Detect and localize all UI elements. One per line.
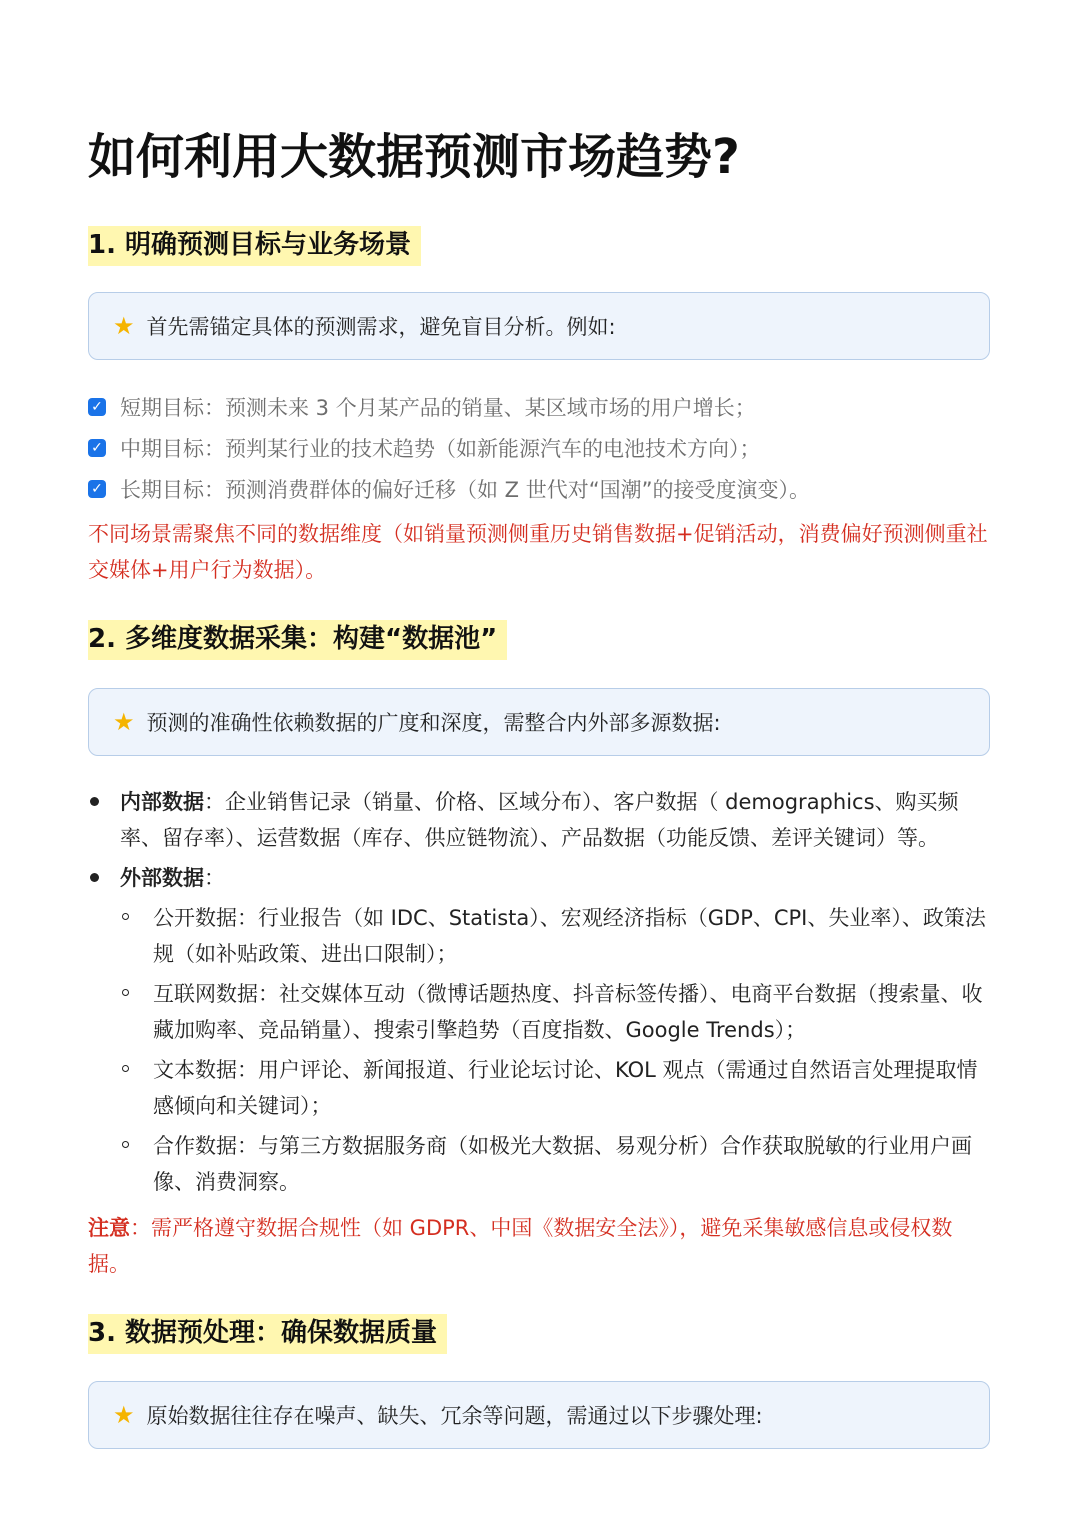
section-3-callout [88, 1381, 990, 1449]
page-title: 如何利用大数据预测市场趋势? [88, 129, 740, 185]
sub-item-text: 公开数据：行业报告（如 IDC、Statista）、宏观经济指标（GDP、CPI、失业率）、政策法规（如补贴政策、进出口限制）； [153, 906, 986, 966]
sub-list-item [120, 1052, 990, 1124]
bullet-ring-icon [122, 1065, 129, 1072]
bullet-dot-icon [90, 797, 99, 806]
sub-list-item [120, 976, 990, 1048]
callout-text: 原始数据往往存在噪声、缺失、冗余等问题，需通过以下步骤处理: [146, 1404, 763, 1428]
check-item-text: 中期目标：预判某行业的技术趋势（如新能源汽车的电池技术方向）； [120, 437, 761, 461]
checkbox-checked-icon[interactable]: ✓ [88, 439, 106, 457]
external-label: 外部数据 [120, 866, 204, 890]
section-1-note: 不同场景需聚焦不同的数据维度（如销量预测侧重历史销售数据+促销活动，消费偏好预测侧重社交媒体+用户行为数据）。 [88, 522, 988, 582]
bullet-dot-icon [90, 873, 99, 882]
bullet-ring-icon [122, 989, 129, 996]
section-1-heading: 1. 明确预测目标与业务场景 [88, 226, 421, 266]
external-suffix: ： [204, 866, 225, 890]
note-text: ：需严格遵守数据合规性（如 GDPR、中国《数据安全法》），避免采集敏感信息或侵权数据。 [88, 1216, 953, 1276]
section-2-note [88, 1210, 988, 1282]
check-item [88, 392, 756, 422]
star-icon: ★ [113, 1401, 135, 1429]
note-label: 注意 [88, 1216, 130, 1240]
sub-item-text: 合作数据：与第三方数据服务商（如极光大数据、易观分析）合作获取脱敏的行业用户画像、消费洞察。 [153, 1134, 972, 1194]
check-item [88, 474, 810, 504]
check-item [88, 433, 761, 463]
star-icon: ★ [113, 312, 135, 340]
star-icon: ★ [113, 708, 135, 736]
section-2-callout [88, 688, 990, 756]
checkbox-checked-icon[interactable]: ✓ [88, 480, 106, 498]
sub-item-text: 文本数据：用户评论、新闻报道、行业论坛讨论、KOL 观点（需通过自然语言处理提取情感倾向和关键词）； [153, 1058, 978, 1118]
list-item-internal-data [88, 784, 988, 856]
callout-text: 预测的准确性依赖数据的广度和深度，需整合内外部多源数据: [146, 711, 721, 735]
sub-list-item [120, 1128, 990, 1200]
list-item-external-data [88, 860, 988, 896]
section-2-heading: 2. 多维度数据采集：构建“数据池” [88, 620, 507, 660]
check-item-text: 短期目标：预测未来 3 个月某产品的销量、某区域市场的用户增长； [120, 396, 756, 420]
callout-text: 首先需锚定具体的预测需求，避免盲目分析。例如: [146, 315, 616, 339]
internal-text: ：企业销售记录（销量、价格、区域分布）、客户数据（ demographics、购买频率、留存率）、运营数据（库存、供应链物流）、产品数据（功能反馈、差评关键词）等。 [120, 790, 959, 850]
check-item-text: 长期目标：预测消费群体的偏好迁移（如 Z 世代对“国潮”的接受度演变）。 [120, 478, 810, 502]
section-3-heading: 3. 数据预处理：确保数据质量 [88, 1314, 447, 1354]
sub-list-item [120, 900, 990, 972]
internal-label: 内部数据 [120, 790, 204, 814]
section-1-callout [88, 292, 990, 360]
checkbox-checked-icon[interactable]: ✓ [88, 398, 106, 416]
sub-item-text: 互联网数据：社交媒体互动（微博话题热度、抖音标签传播）、电商平台数据（搜索量、收藏加购率、竞品销量）、搜索引擎趋势（百度指数、Google Trends）； [153, 982, 983, 1042]
bullet-ring-icon [122, 1141, 129, 1148]
bullet-ring-icon [122, 913, 129, 920]
